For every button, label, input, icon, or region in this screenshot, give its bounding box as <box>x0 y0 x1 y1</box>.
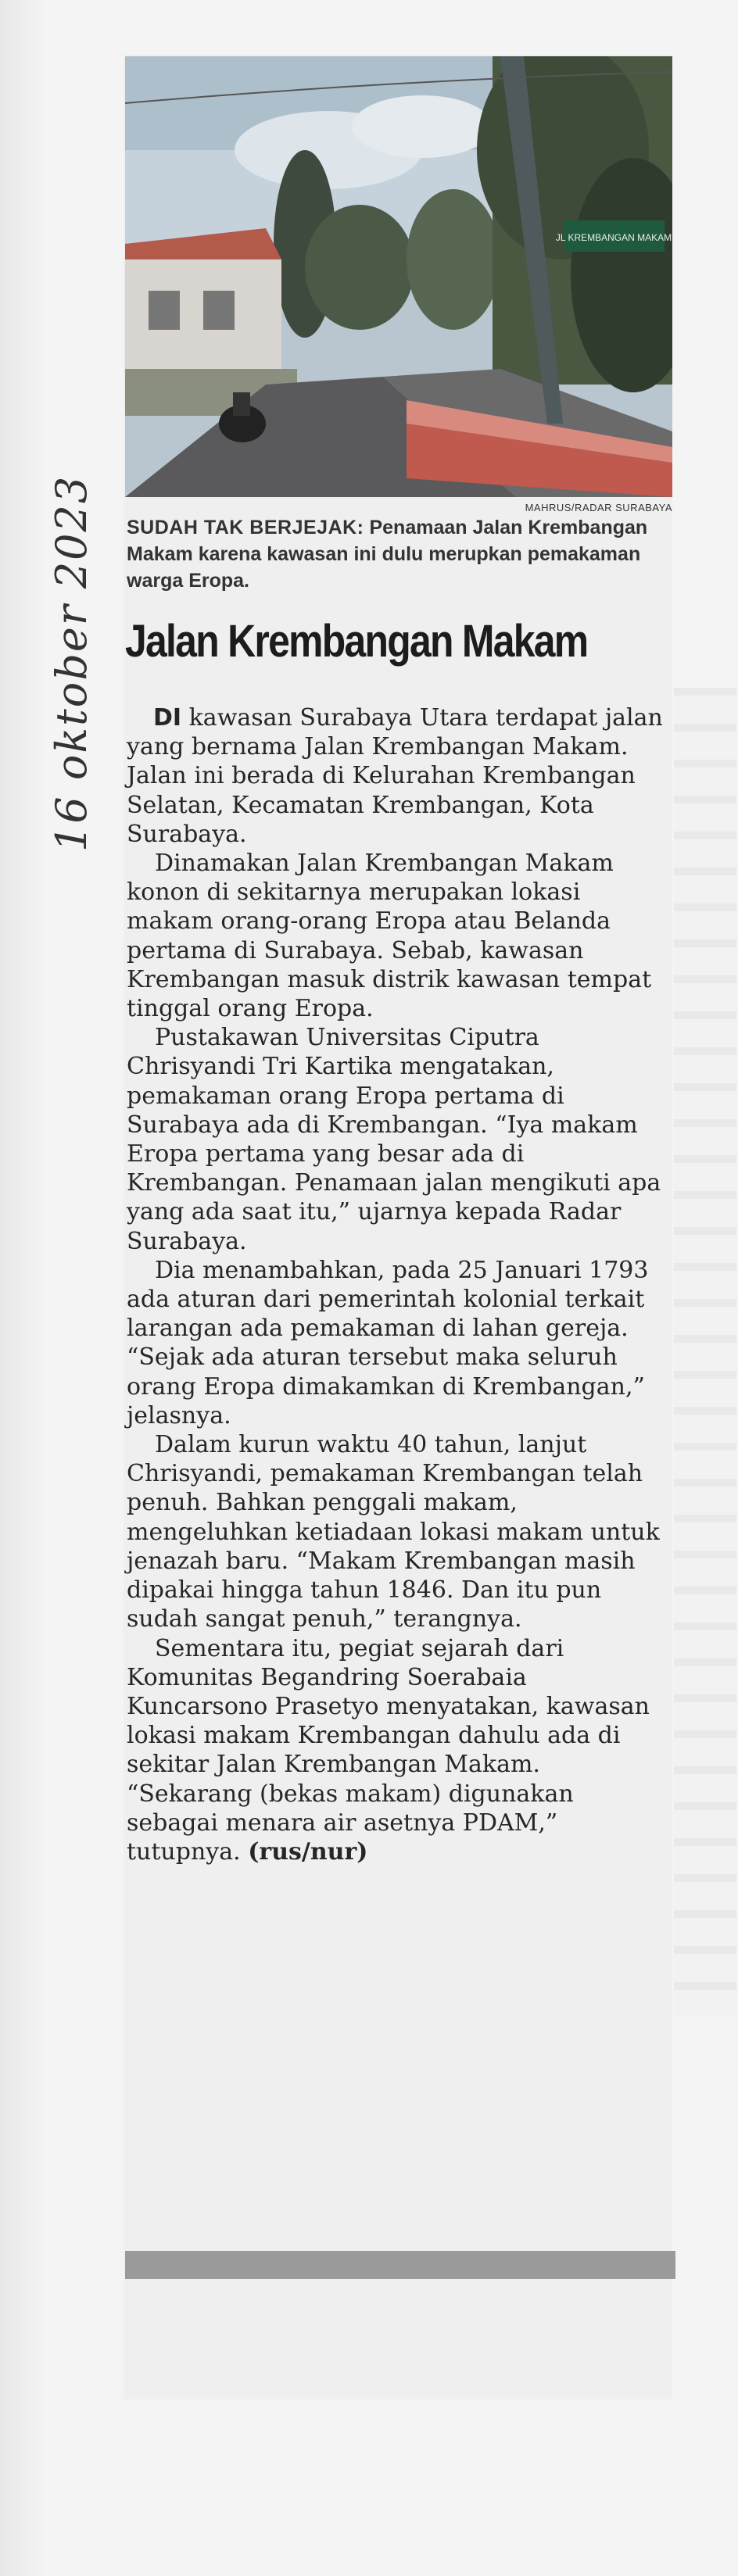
handwritten-date: 16 oktober 2023 <box>47 474 96 852</box>
scan-edge-shadow <box>0 0 47 2576</box>
bottom-rule <box>125 2251 675 2279</box>
caption-text: Penamaan Jalan Krembangan Makam karena kawasan ini dulu merupkan pemakaman warga Eropa. <box>127 517 648 592</box>
article-body <box>127 703 666 1866</box>
paragraph-2: Dinamakan Jalan Krembangan Makam konon di sekitarnya merupakan lokasi makam orang-orang Eropa atau Belanda pertama di Surabaya. Sebab, kawasan Krembangan masuk distrik kawasan tempat tinggal orang Eropa. <box>127 850 652 1023</box>
paragraph-4: Dia menambahkan, pada 25 Januari 1793 ada aturan dari pemerintah kolonial terkait larangan ada pemakaman di lahan gereja. “Sejak ada aturan tersebut maka seluruh orang Eropa dimakamkan di Krembangan,” jelasnya. <box>127 1256 649 1429</box>
dropcap: DI <box>153 704 182 732</box>
paragraph-1 <box>127 703 666 849</box>
article-headline: Jalan Krembangan Makam <box>125 616 588 667</box>
photo-caption <box>127 514 674 594</box>
street-sign-text: JL KREMBANGAN MAKAM <box>555 232 672 243</box>
author-signature: (rus/nur) <box>248 1837 368 1866</box>
paragraph-1-text: kawasan Surabaya Utara terdapat jalan yang bernama Jalan Krembangan Makam. Jalan ini berada di Kelurahan Krembangan Selatan, Kecamatan Krembangan, Kota Surabaya. <box>127 704 663 848</box>
paragraph-6-text: Sementara itu, pegiat sejarah dari Komunitas Begandring Soerabaia Kuncarsono Prasetyo menyatakan, kawasan lokasi makam Krembangan dahulu ada di sekitar Jalan Krembangan Makam. “Sekarang (bekas makam) digunakan sebagai menara air asetnya PDAM,” tutupnya. <box>127 1634 650 1866</box>
bleed-through-text <box>674 688 736 2016</box>
photo-credit: MAHRUS/RADAR SURABAYA <box>525 502 672 513</box>
paragraph-6 <box>127 1634 666 1867</box>
paragraph-3: Pustakawan Universitas Ciputra Chrisyandi Tri Kartika mengatakan, pemakaman orang Eropa pertama di Surabaya ada di Krembangan. “Iya makam Eropa pertama yang besar ada di Krembangan. Penamaan jalan mengikuti apa yang ada saat itu,” ujarnya kepada Radar Surabaya. <box>127 1024 661 1255</box>
article-photo <box>125 56 672 497</box>
caption-lead: SUDAH TAK BERJEJAK: <box>127 517 364 538</box>
paragraph-5: Dalam kurun waktu 40 tahun, lanjut Chrisyandi, pemakaman Krembangan telah penuh. Bahkan penggali makam, mengeluhkan ketiadaan lokasi makam untuk jenazah baru. “Makam Krembangan masih dipakai hingga tahun 1846. Dan itu pun sudah sangat penuh,” terangnya. <box>127 1431 660 1633</box>
